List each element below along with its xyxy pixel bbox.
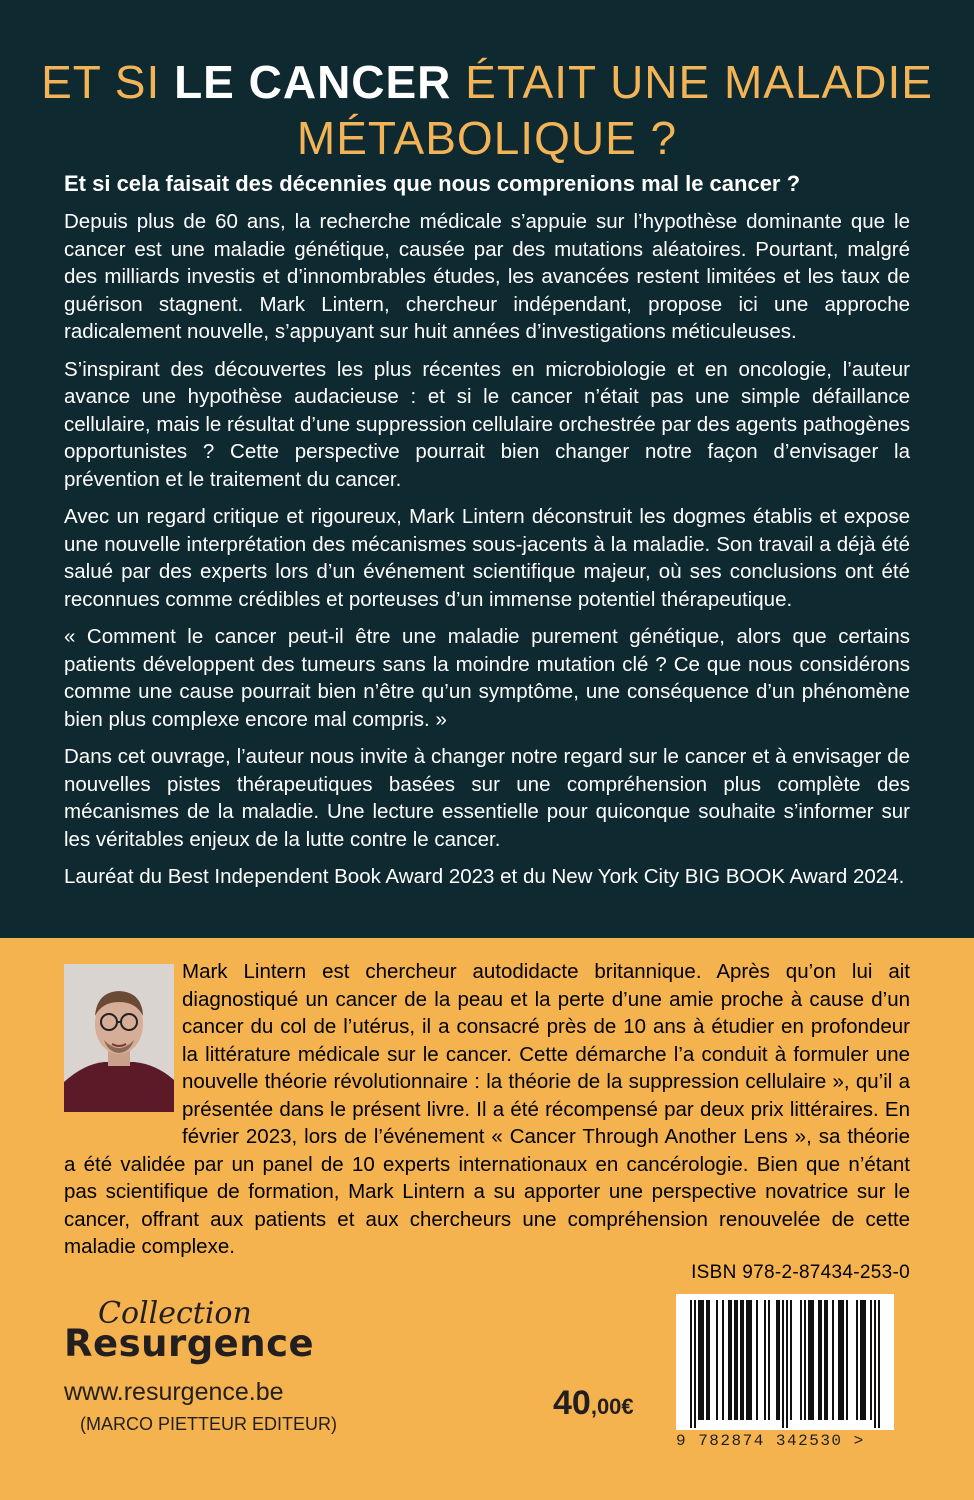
headline-part-2: ÉTAIT UNE MALADIE MÉTABOLIQUE ? [296,56,933,164]
publisher-name: (MARCO PIETTEUR EDITEUR) [80,1414,338,1434]
barcode-bar [786,1300,788,1428]
barcode-bar [768,1300,770,1420]
barcode-bar [700,1300,702,1420]
barcode-bar [740,1300,742,1420]
headline-emphasis: LE CANCER [174,56,452,108]
barcode-bar [864,1300,866,1420]
barcode-bar [694,1300,696,1428]
publisher-website: www.resurgence.be [64,1378,284,1406]
barcode-bar [818,1300,820,1420]
blurb-quote: « Comment le cancer peut-il être une maladie purement génétique, alors que certains patients développent des tumeurs sans la moindre mutation clé ? Ce que nous considérons comme une cause pourrait bien n’être qu’un symptôme, une conséquence d’un phénomène bien plus complexe encore mal compris. » [64,625,910,731]
barcode-bar [716,1300,718,1420]
blurb [64,170,910,901]
barcode-bar [778,1300,780,1420]
barcode-digits: 9 782874 342530 > [676,1432,865,1450]
barcode-bar [870,1300,872,1420]
barcode-bar [748,1300,750,1420]
barcode-bar [862,1300,864,1420]
barcode-bar [846,1300,848,1420]
author-bio-text: Mark Lintern est chercheur autodidacte britannique. Après qu’on lui ait diagnostiqué un cancer de la peau et la perte d’une amie proche à cause d’un cancer du col de l’utérus, il a consacré près de 10 ans à étudier en profondeur la littérature médicale sur le cancer. Cette démarche l’a conduit à formuler une nouvelle théorie révolutionnaire : la théorie de la suppression cellulaire », qu’il a présentée dans le présent livre. Il a été récompensé par deux prix littéraires. En février 2023, lors de l’événement « Cancer Through Another Lens », sa théorie a été validée par un panel de 10 experts internationaux en cancérologie. Bien que n’étant pas scientifique de formation, Mark Lintern a su apporter une perspective novatrice sur le cancer, offrant aux patients et aux chercheurs une compréhension renouvelée de cette maladie complexe. [64,960,910,1258]
barcode-bar [878,1300,880,1428]
author-bio [64,958,910,1261]
lead-question: Et si cela faisait des décennies que nous comprenions mal le cancer ? [64,171,801,196]
barcode-bar [826,1300,828,1420]
barcode-bar [856,1300,858,1420]
photo-spacer [64,958,182,1126]
barcode-bar [808,1300,810,1420]
barcode-bar [820,1300,822,1420]
barcode-bar [728,1300,730,1420]
blurb-paragraph-5: Dans cet ouvrage, l’auteur nous invite à changer notre regard sur le cancer et à envisager de nouvelles pistes thérapeutiques basées sur une compréhension plus complète des mécanismes de la maladie. Une lecture essentielle pour quiconque souhaite s’informer sur les véritables enjeux de la lutte contre le cancer. [64,745,910,851]
barcode-bar [840,1300,842,1420]
barcode-bar [804,1300,806,1420]
price-euros: 40 [553,1384,591,1422]
barcode-bar [842,1300,844,1420]
barcode-bar [742,1300,744,1420]
barcode-bar [764,1300,766,1420]
logo-resurgence: Resurgence [64,1322,315,1365]
barcode-bar [750,1300,752,1420]
barcode-bar [874,1300,876,1428]
barcode-bars [676,1294,894,1430]
barcode-bar [782,1300,784,1428]
blurb-paragraph-3: Avec un regard critique et rigoureux, Mark Lintern déconstruit les dogmes établis et expose une nouvelle interprétation des mécanismes sous-jacents à la maladie. Son travail a déjà été salué par des experts lors d’un événement scientifique majeur, où ses conclusions ont été reconnues comme crédibles et porteuses d’un immense potentiel thérapeutique. [64,505,910,611]
barcode-bar [746,1300,748,1420]
barcode-bar [790,1300,792,1420]
barcode-bar [690,1300,692,1428]
headline [40,54,934,166]
barcode-bar [756,1300,758,1420]
barcode-bar [860,1300,862,1420]
isbn: ISBN 978-2-87434-253-0 [691,1262,910,1283]
barcode [676,1294,894,1430]
price-cents: ,00€ [590,1394,634,1419]
barcode-bar [702,1300,704,1420]
barcode-bar [800,1300,802,1420]
barcode-bar [730,1300,732,1420]
collection-logo [64,1296,315,1376]
barcode-bar [810,1300,812,1420]
headline-part-1: ET SI [41,56,175,108]
price [553,1384,634,1423]
barcode-bar [776,1300,778,1420]
barcode-bar [838,1300,840,1420]
barcode-bar [706,1300,708,1420]
blurb-paragraph-1: Depuis plus de 60 ans, la recherche médicale s’appuie sur l’hypothèse dominante que le cancer est une maladie génétique, causée par des mutations aléatoires. Pourtant, malgré des milliards investis et d’innombrables études, les avancées restent limitées et les taux de guérison stagnent. Mark Lintern, chercheur indépendant, propose ici une approche radicalement nouvelle, s’appuyant sur huit années d’investigations méticuleuses. [64,210,910,343]
barcode-bar [824,1300,826,1420]
barcode-bar [832,1300,834,1420]
barcode-bar [734,1300,736,1420]
barcode-bar [722,1300,724,1420]
barcode-bar [812,1300,814,1420]
barcode-bar [708,1300,710,1420]
awards-line: Lauréat du Best Independent Book Award 2023 et du New York City BIG BOOK Award 2024. [64,865,905,888]
barcode-bar [736,1300,738,1420]
barcode-bar [698,1300,700,1420]
blurb-paragraph-2: S’inspirant des découvertes les plus récentes en microbiologie et en oncologie, l’auteur avance une hypothèse audacieuse : et si le cancer n’était pas une simple défaillance cellulaire, mais le résultat d’une suppression cellulaire orchestrée par des agents pathogènes opportunistes ? Cette perspective pourrait bien changer notre façon d’envisager la prévention et le traitement du cancer. [64,357,910,491]
logo-collection-script: Collection [98,1296,252,1331]
